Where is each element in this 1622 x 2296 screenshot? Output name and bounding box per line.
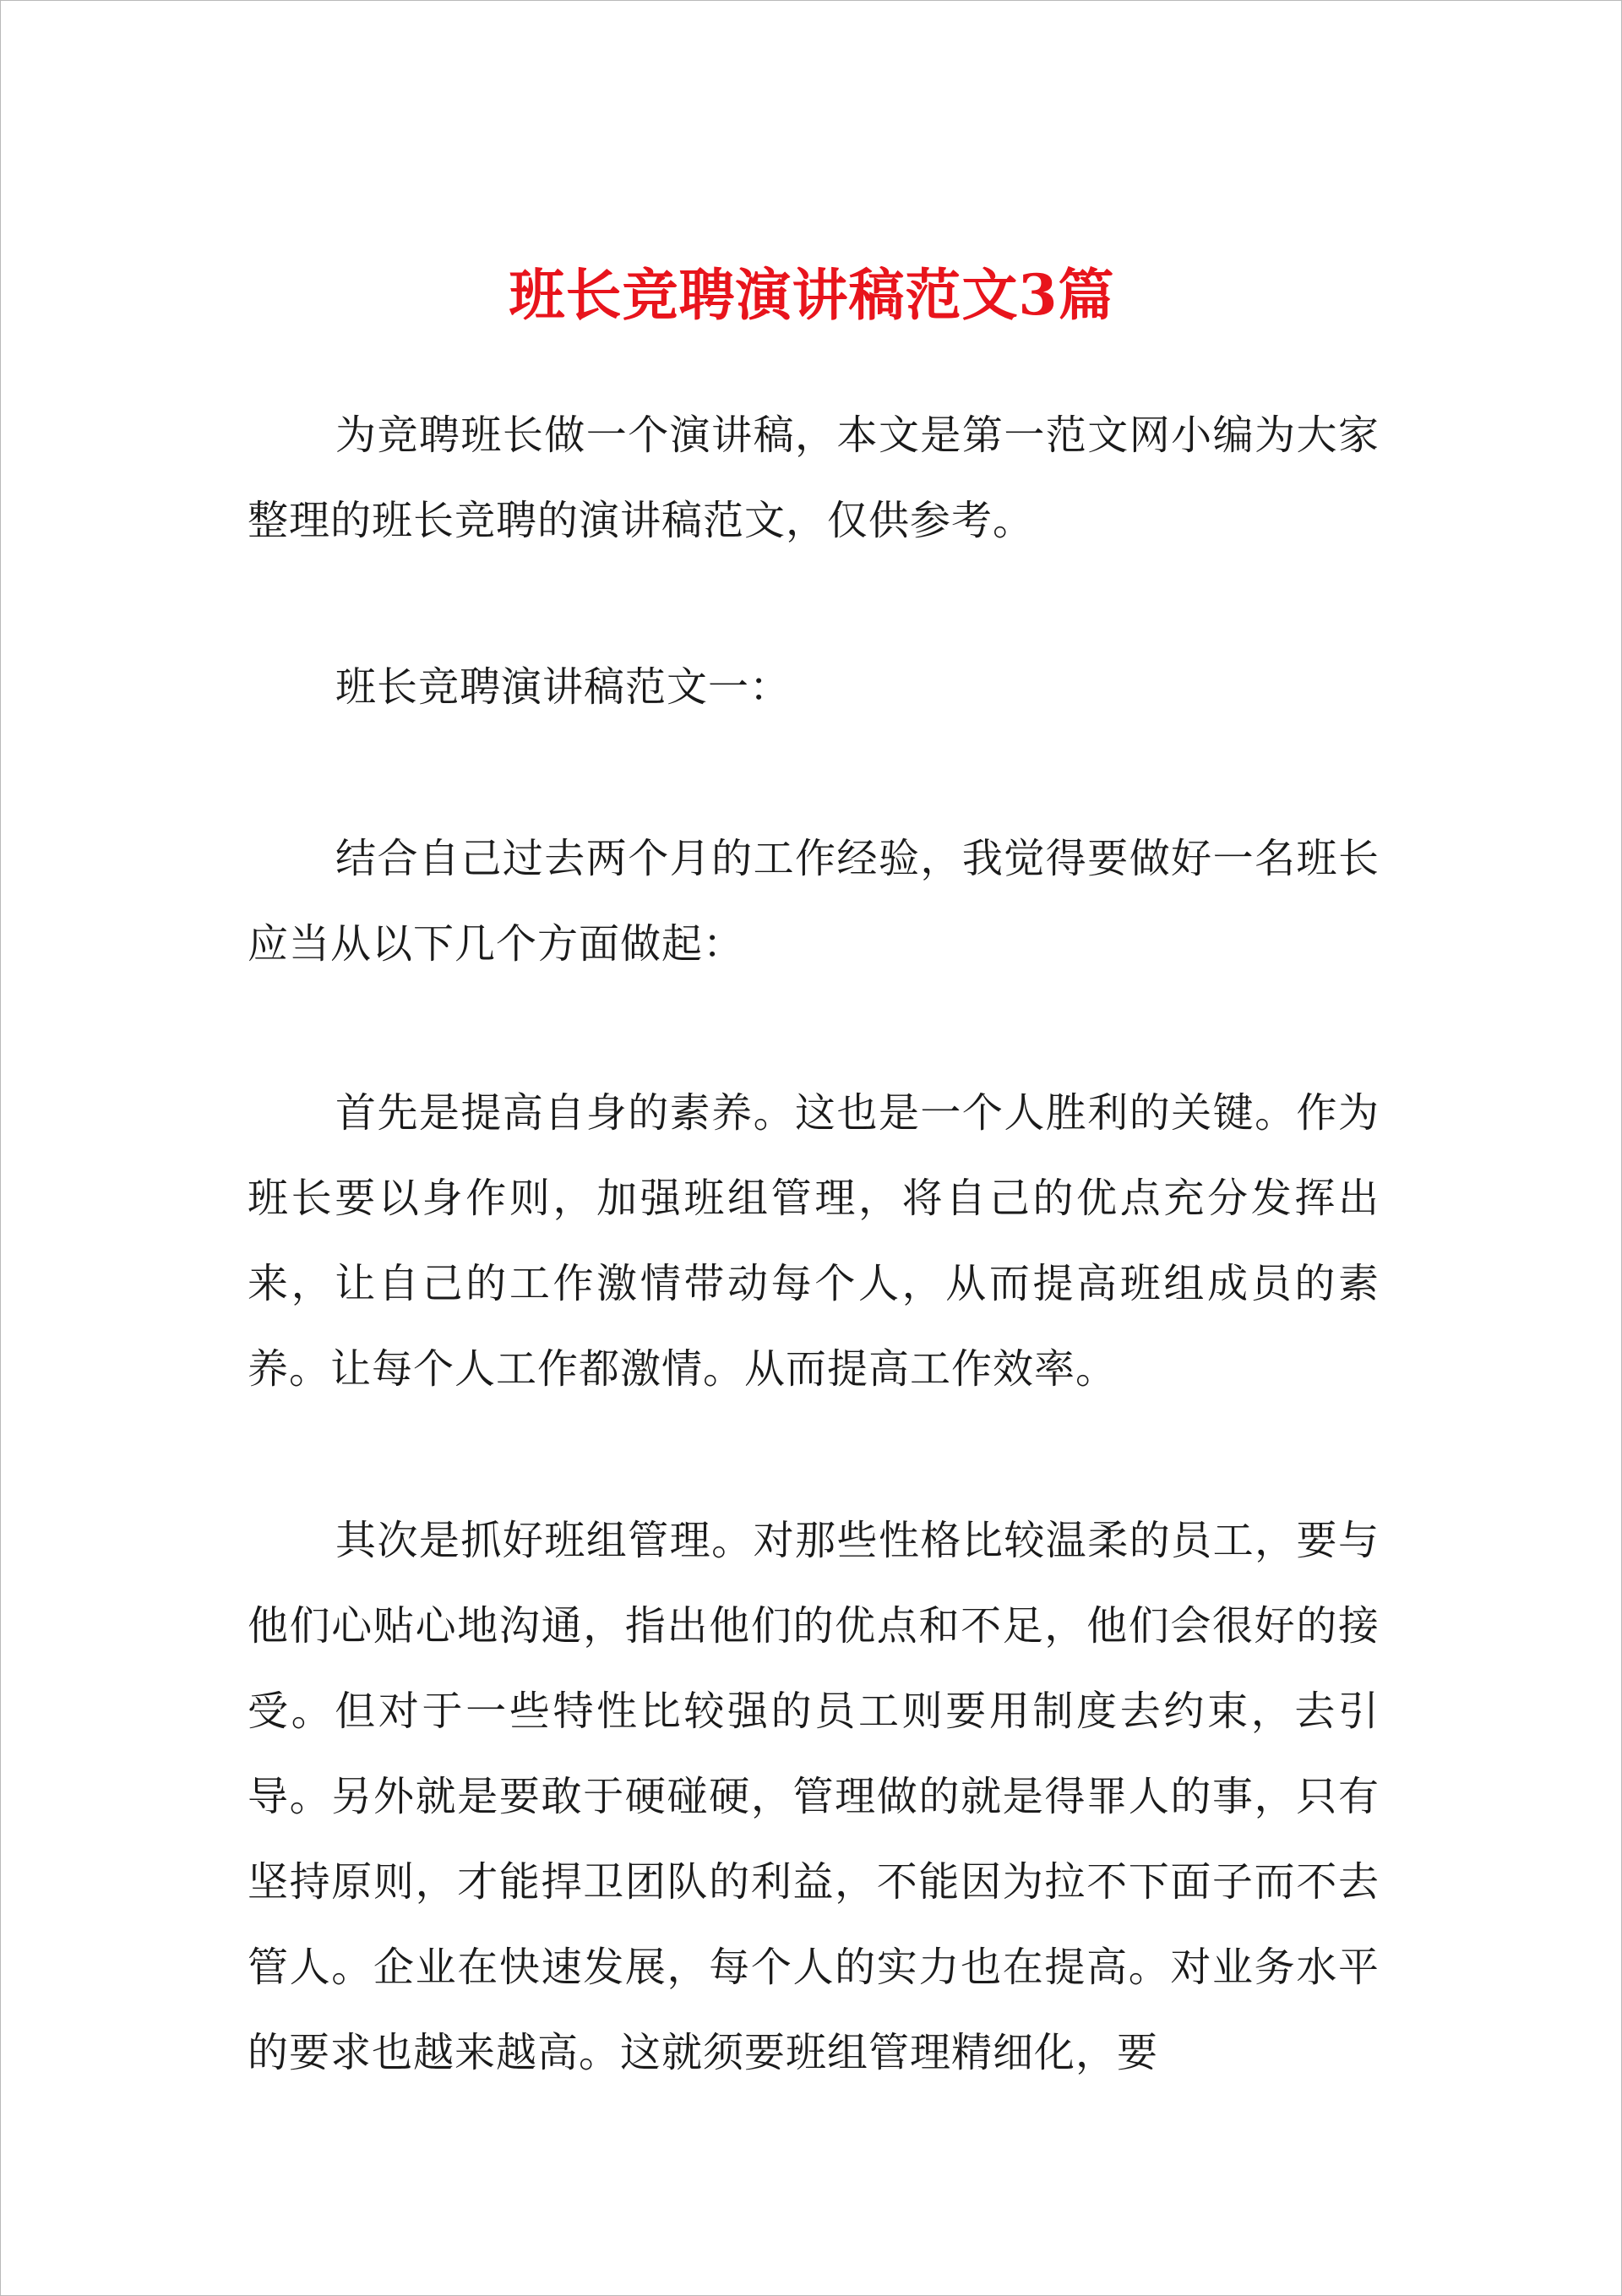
document-title: 班长竞聘演讲稿范文3篇 [509,262,1115,328]
body-paragraph: 首先是提高自身的素养。这也是一个人胜利的关键。作为班长要以身作则，加强班组管理，将自己的优点充分发挥出来，让自己的工作激情带动每个人，从而提高班组成员的素养。让每个人工作都激情。从而提高工作效率。 [248,1089,1380,1393]
body-paragraph: 其次是抓好班组管理。对那些性格比较温柔的员工，要与他们心贴心地沟通，指出他们的优点和不足，他们会很好的接受。但对于一些特性比较强的员工则要用制度去约束，去引导。另外就是要敢于硬碰硬，管理做的就是得罪人的事，只有坚持原则，才能捍卫团队的利益，不能因为拉不下面子而不去管人。企业在快速发展，每个人的实力也在提高。对业务水平的要求也越来越高。这就须要班组管理精细化，要 [248,1517,1380,2076]
intro-paragraph: 为竞聘班长做一个演讲稿，本文是第一范文网小编为大家整理的班长竞聘的演讲稿范文，仅供参考。 [248,412,1380,544]
section-heading-paragraph: 班长竞聘演讲稿范文一： [335,663,792,711]
body-paragraph: 结合自己过去两个月的工作经验，我觉得要做好一名班长应当从以下几个方面做起： [248,835,1380,968]
